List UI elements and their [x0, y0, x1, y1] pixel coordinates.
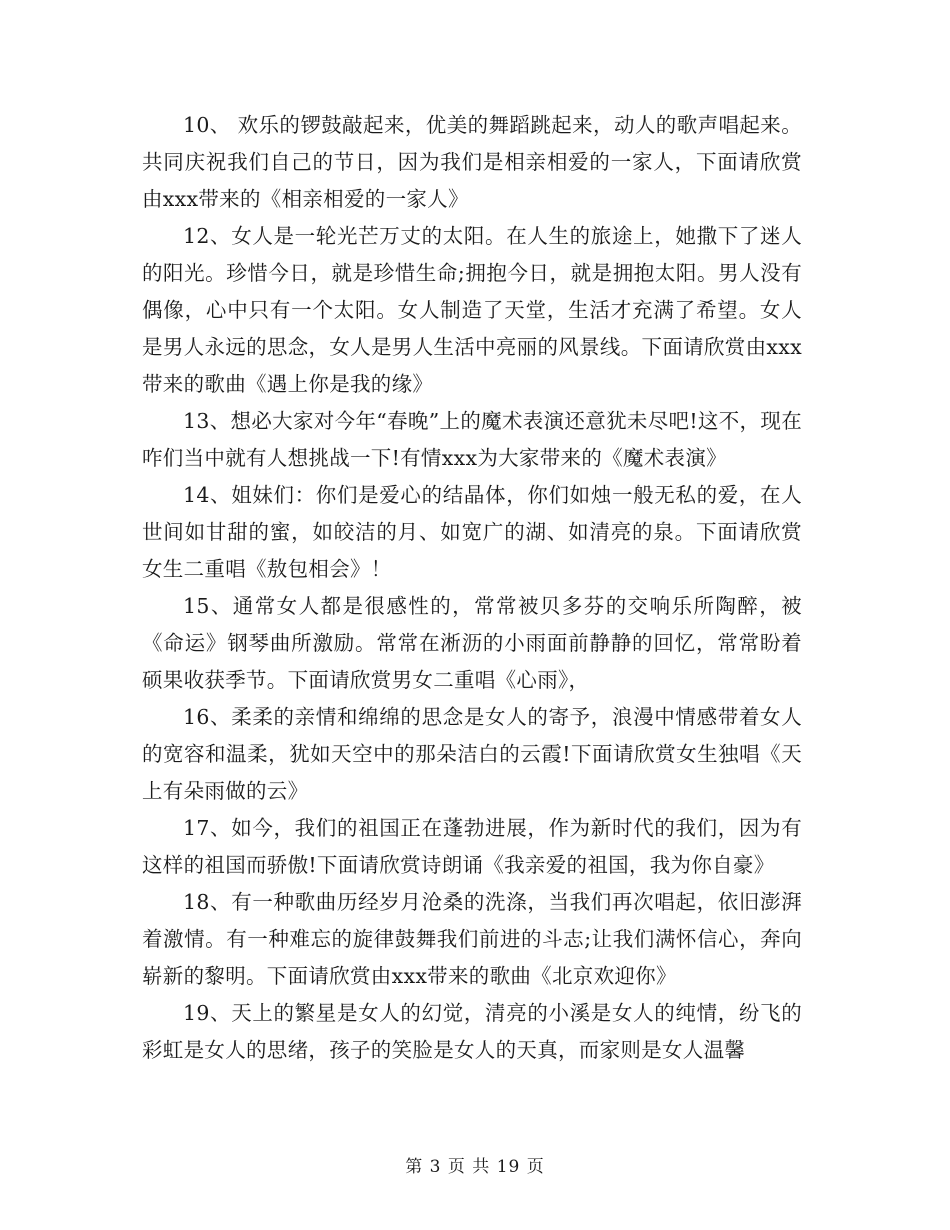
page-number-footer: 第 3 页 共 19 页 — [405, 1157, 545, 1177]
paragraph-15: 15、通常女人都是很感性的，常常被贝多芬的交响乐所陶醉，被《命运》钢琴曲所激励。常常在淅沥的小雨面前静静的回忆，常常盼着硕果收获季节。下面请欣赏男女二重唱《心雨》， — [142, 594, 802, 692]
paragraph-10: 10、 欢乐的锣鼓敲起来，优美的舞蹈跳起来，动人的歌声唱起来。共同庆祝我们自己的节日，因为我们是相亲相爱的一家人，下面请欣赏由xxx带来的《相亲相爱的一家人》 — [142, 113, 802, 211]
paragraph-19: 19、天上的繁星是女人的幻觉，清亮的小溪是女人的纯情，纷飞的彩虹是女人的思绪，孩子的笑脸是女人的天真，而家则是女人温馨 — [142, 1001, 802, 1062]
paragraph-16: 16、柔柔的亲情和绵绵的思念是女人的寄予，浪漫中情感带着女人的宽容和温柔，犹如天空中的那朵洁白的云霞!下面请欣赏女生独唱《天上有朵雨做的云》 — [142, 705, 802, 803]
paragraph-12: 12、女人是一轮光芒万丈的太阳。在人生的旅途上，她撒下了迷人的阳光。珍惜今日，就是珍惜生命;拥抱今日，就是拥抱太阳。男人没有偶像，心中只有一个太阳。女人制造了天堂，生活才充满了希望。女人是男人永远的思念，女人是男人生活中亮丽的风景线。下面请欣赏由xxx带来的歌曲《遇上你是我的缘》 — [142, 224, 802, 396]
paragraph-13: 13、想必大家对今年“春晚”上的魔术表演还意犹未尽吧!这不，现在咋们当中就有人想挑战一下!有情xxx为大家带来的《魔术表演》 — [142, 409, 802, 470]
paragraph-17: 17、如今，我们的祖国正在蓬勃进展，作为新时代的我们，因为有这样的祖国而骄傲!下面请欣赏诗朗诵《我亲爱的祖国，我为你自豪》 — [142, 816, 802, 877]
document-body — [142, 107, 802, 1069]
paragraph-14: 14、姐妹们：你们是爱心的结晶体，你们如烛一般无私的爱，在人世间如甘甜的蜜，如皎洁的月、如宽广的湖、如清亮的泉。下面请欣赏女生二重唱《敖包相会》！ — [142, 483, 802, 581]
paragraph-18: 18、有一种歌曲历经岁月沧桑的洗涤，当我们再次唱起，依旧澎湃着激情。有一种难忘的旋律鼓舞我们前进的斗志;让我们满怀信心，奔向崭新的黎明。下面请欣赏由xxx带来的歌曲《北京欢迎你》 — [142, 890, 802, 988]
